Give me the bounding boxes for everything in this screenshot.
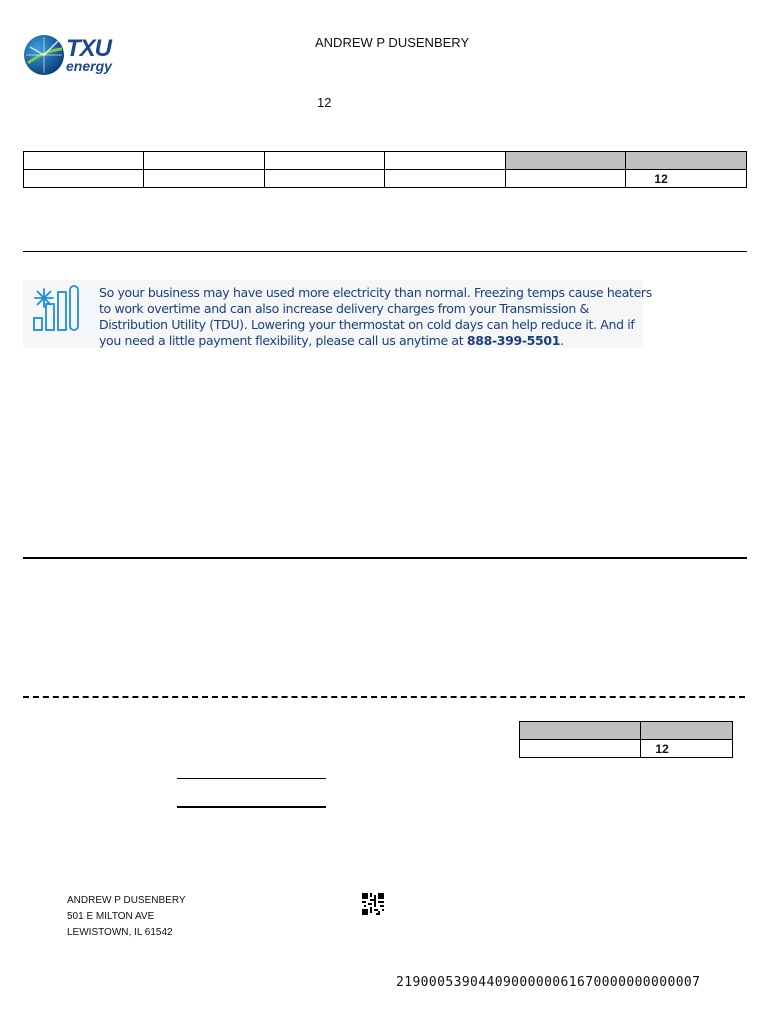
table-cell bbox=[505, 170, 625, 188]
table-header-cell bbox=[626, 152, 747, 170]
header-number: 12 bbox=[317, 95, 332, 110]
table-cell-amount: 12 bbox=[641, 740, 733, 758]
table-header-cell bbox=[385, 152, 505, 170]
table-row bbox=[24, 170, 747, 188]
message-text bbox=[99, 285, 659, 349]
table-header-cell bbox=[520, 722, 641, 740]
qr-code-icon bbox=[362, 893, 384, 915]
divider bbox=[23, 557, 747, 559]
scanline-number: 2190005390440900000061670000000000007 bbox=[396, 975, 701, 990]
mailing-address bbox=[67, 893, 186, 941]
txu-energy-logo bbox=[22, 33, 118, 79]
summary-table bbox=[23, 151, 747, 188]
blank-line bbox=[177, 778, 326, 779]
table-row bbox=[520, 740, 733, 758]
table-cell bbox=[24, 170, 144, 188]
table-header-cell bbox=[24, 152, 144, 170]
table-header-cell bbox=[144, 152, 264, 170]
logo-brand: TXU bbox=[66, 35, 111, 62]
tear-line bbox=[23, 696, 745, 698]
table-cell bbox=[385, 170, 505, 188]
globe-icon bbox=[22, 33, 66, 77]
message-body: So your business may have used more electricity than normal. Freezing temps cause heaters to work overtime and can also increase delivery charges from your Transmission & Distribution Utility (TDU). Lowering your thermostat on cold days can help reduce it. And if you need a little payment flexibility, please call us anytime at bbox=[99, 285, 652, 348]
message-banner bbox=[23, 280, 652, 348]
address-line-2: 501 E MILTON AVE bbox=[67, 911, 155, 922]
blank-line bbox=[177, 806, 326, 808]
table-cell-amount: 12 bbox=[626, 170, 747, 188]
table-header-row bbox=[24, 152, 747, 170]
table-cell bbox=[264, 170, 384, 188]
address-line-1: ANDREW P DUSENBERY bbox=[67, 895, 186, 906]
phone-number[interactable]: 888-399-5501 bbox=[466, 333, 561, 348]
table-cell bbox=[144, 170, 264, 188]
stub-table bbox=[519, 721, 733, 758]
divider bbox=[23, 251, 747, 252]
address-line-3: LEWISTOWN, IL 61542 bbox=[67, 927, 173, 938]
table-cell bbox=[520, 740, 641, 758]
logo-sub: energy bbox=[66, 58, 112, 74]
table-header-cell bbox=[641, 722, 733, 740]
table-header-cell bbox=[505, 152, 625, 170]
customer-name: ANDREW P DUSENBERY bbox=[315, 35, 470, 50]
snowflake-usage-icon bbox=[31, 284, 91, 332]
table-header-row bbox=[520, 722, 733, 740]
message-end: . bbox=[560, 333, 564, 348]
table-header-cell bbox=[264, 152, 384, 170]
